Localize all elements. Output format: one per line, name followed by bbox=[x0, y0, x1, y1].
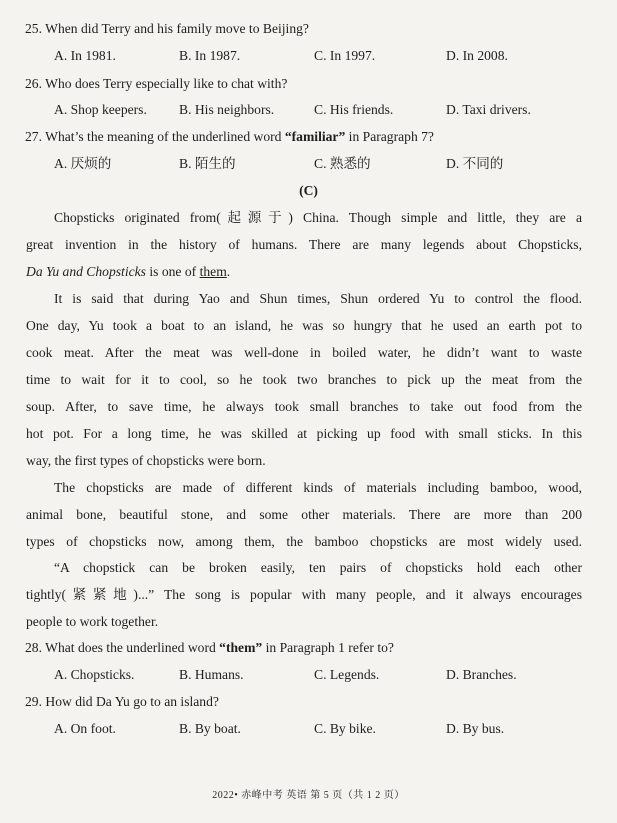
passage-p2-line7: way, the first types of chopsticks were born. bbox=[26, 453, 266, 468]
q28-stem-keyword: “them” bbox=[219, 640, 263, 655]
q26-option-b: B. His neighbors. bbox=[179, 102, 275, 117]
q26-option-a: A. Shop keepers. bbox=[54, 102, 147, 117]
q27-stem-after: in Paragraph 7? bbox=[345, 129, 434, 144]
passage-p2-line5: soup. After, to save time, he always took small branches to take out food from the bbox=[26, 399, 582, 414]
question-28-stem bbox=[25, 639, 394, 657]
question-27-stem bbox=[25, 128, 434, 146]
q26-option-c: C. His friends. bbox=[314, 102, 394, 117]
passage-p2-line6: hot pot. For a long time, he was skilled at picking up food with small sticks. In this bbox=[26, 426, 582, 441]
q27-stem-before: 27. What’s the meaning of the underlined word bbox=[25, 129, 285, 144]
q29-option-c: C. By bike. bbox=[314, 721, 376, 736]
passage-p1-line3 bbox=[26, 263, 582, 281]
passage-p3-line3: types of chopsticks now, among them, the bamboo chopsticks are most widely used. bbox=[26, 534, 582, 549]
passage-p4-line2: tightly(紧紧地)...” The song is popular with many people, and it always encourages bbox=[26, 587, 582, 602]
q29-option-b: B. By boat. bbox=[179, 721, 241, 736]
underlined-word-them: them bbox=[199, 264, 227, 279]
q25-option-b: B. In 1987. bbox=[179, 48, 241, 63]
section-heading: (C) bbox=[299, 183, 318, 198]
q25-option-d: D. In 2008. bbox=[446, 48, 508, 63]
q27-option-d: D. 不同的 bbox=[446, 156, 504, 171]
q28-stem-after: in Paragraph 1 refer to? bbox=[262, 640, 394, 655]
q27-option-c: C. 熟悉的 bbox=[314, 156, 371, 171]
question-29-stem: 29. How did Da Yu go to an island? bbox=[25, 694, 219, 709]
q29-option-d: D. By bus. bbox=[446, 721, 505, 736]
q27-option-b: B. 陌生的 bbox=[179, 156, 236, 171]
passage-p3-line1: The chopsticks are made of different kinds of materials including bamboo, wood, bbox=[54, 480, 582, 495]
passage-p4-line1: “A chopstick can be broken easily, ten pairs of chopsticks hold each other bbox=[54, 560, 582, 575]
passage-p2-line2: One day, Yu took a boat to an island, he was so hungry that he used an earth pot to bbox=[26, 318, 582, 333]
q28-option-b: B. Humans. bbox=[179, 667, 244, 682]
p1-line3-mid: is one of bbox=[145, 264, 200, 279]
q28-option-d: D. Branches. bbox=[446, 667, 517, 682]
q25-option-a: A. In 1981. bbox=[54, 48, 116, 63]
question-25-stem: 25. When did Terry and his family move to Beijing? bbox=[25, 21, 309, 36]
passage-p4-line3: people to work together. bbox=[26, 614, 159, 629]
q28-option-a: A. Chopsticks. bbox=[54, 667, 135, 682]
passage-p1-line2: great invention in the history of humans. There are many legends about Chopsticks, bbox=[26, 237, 582, 252]
question-26-stem: 26. Who does Terry especially like to chat with? bbox=[25, 76, 288, 91]
q28-stem-before: 28. What does the underlined word bbox=[25, 640, 220, 655]
q29-option-a: A. On foot. bbox=[54, 721, 116, 736]
passage-p2-line1: It is said that during Yao and Shun times, Shun ordered Yu to control the flood. bbox=[54, 291, 582, 306]
q27-option-a: A. 厌烦的 bbox=[54, 156, 112, 171]
passage-p1-line1: Chopsticks originated from(起源于) China. Though simple and little, they are a bbox=[54, 210, 582, 225]
passage-p2-line4: time to wait for it to cool, so he took two branches to pick up the meat from the bbox=[26, 372, 582, 387]
page-footer: 2022• 赤峰中考 英语 第 5 页（共 1 2 页） bbox=[212, 790, 405, 801]
story-title: Da Yu and Chopsticks bbox=[26, 264, 146, 279]
passage-p2-line3: cook meat. After the meat was well-done in boiled water, he didn’t want to waste bbox=[26, 345, 582, 360]
q27-stem-keyword: “familiar” bbox=[284, 129, 346, 144]
q28-option-c: C. Legends. bbox=[314, 667, 380, 682]
p1-line3-end: . bbox=[226, 264, 231, 279]
passage-p3-line2: animal bone, beautiful stone, and some other materials. There are more than 200 bbox=[26, 507, 582, 522]
q26-option-d: D. Taxi drivers. bbox=[446, 102, 531, 117]
q25-option-c: C. In 1997. bbox=[314, 48, 376, 63]
